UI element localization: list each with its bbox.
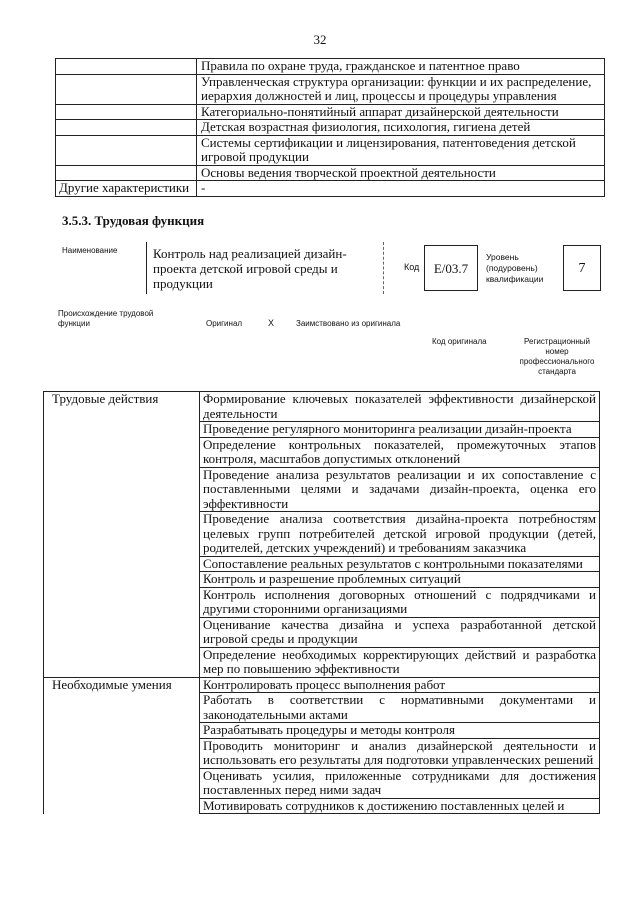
table-cell-left <box>56 59 197 75</box>
required-skill: Мотивировать сотрудников к достижению поставленных целей и <box>200 798 600 814</box>
labor-action: Проведение регулярного мониторинга реализации дизайн-проекта <box>200 422 600 438</box>
table-cell-left <box>56 120 197 136</box>
labor-function-table <box>43 391 600 814</box>
origin-original: Оригинал <box>206 319 243 328</box>
table-cell-left <box>56 135 197 165</box>
origin-original-mark: X <box>268 318 275 328</box>
required-skill: Разрабатывать процедуры и методы контроля <box>200 723 600 739</box>
labor-action: Формирование ключевых показателей эффективности дизайнерской деятельности <box>200 392 600 422</box>
qualification-level-value: 7 <box>563 245 601 291</box>
other-characteristics-value: - <box>197 181 605 197</box>
required-skills-label: Необходимые умения <box>44 677 200 693</box>
page-number: 32 <box>313 32 327 47</box>
table-cell-text: Системы сертификации и лицензирования, патентоведения детской игровой продукции <box>197 135 605 165</box>
labor-action: Сопоставление реальных результатов с контрольными показателями <box>200 556 600 572</box>
labor-actions-label: Трудовые действия <box>44 392 200 422</box>
required-skill: Работать в соответствии с нормативными документами и законодательными актами <box>200 693 600 723</box>
origin-label: Происхождение трудовой функции <box>58 309 154 328</box>
labor-action: Контроль исполнения договорных отношений с подрядчиками и другими сторонними организациями <box>200 587 600 617</box>
table-cell-text: Основы ведения творческой проектной деятельности <box>197 165 605 181</box>
labor-action: Оценивание качества дизайна и успеха разработанной детской игровой среды и продукции <box>200 617 600 647</box>
qualification-level-label: Уровень (подуровень) квалификации <box>486 252 544 284</box>
table-cell-left <box>44 738 200 768</box>
required-skill: Контролировать процесс выполнения работ <box>200 677 600 693</box>
table-cell-left <box>44 723 200 739</box>
table-cell-text: Управленческая структура организации: функции и их распределение, иерархия должностей и лиц, процессы и процедуры управления <box>197 74 605 104</box>
other-characteristics-label: Другие характеристики <box>56 181 197 197</box>
table-cell-left <box>44 467 200 512</box>
labor-action: Контроль и разрешение проблемных ситуаций <box>200 572 600 588</box>
labor-action: Проведение анализа результатов реализации и их сопоставление с поставленными целями и задачами дизайн-проекта, оценка его эффективности <box>200 467 600 512</box>
section-title: 3.5.3. Трудовая функция <box>62 213 205 228</box>
table-cell-left <box>44 587 200 617</box>
table-cell-left <box>44 617 200 647</box>
table-cell-left <box>56 74 197 104</box>
required-skill: Проводить мониторинг и анализ дизайнерской деятельности и использовать его результаты для подготовки управленческих решений <box>200 738 600 768</box>
table-cell-text: Детская возрастная физиология, психология, гигиена детей <box>197 120 605 136</box>
labor-action: Проведение анализа соответствия дизайна-проекта потребностям целевых групп потребителей детской игровой продукции (детей, родителей, детских учреждений) и требованиям заказчика <box>200 512 600 557</box>
table-cell-left <box>44 556 200 572</box>
table-cell-left <box>44 798 200 814</box>
table-cell-left <box>56 165 197 181</box>
table-cell-text: Правила по охране труда, гражданское и патентное право <box>197 59 605 75</box>
table-cell-left <box>44 693 200 723</box>
name-label: Наименование <box>62 246 118 255</box>
function-name: Контроль над реализацией дизайн-проекта детской игровой среды и продукции <box>146 242 384 294</box>
origin-borrowed: Заимствовано из оригинала <box>296 319 401 328</box>
registration-number-label: Регистрационный номер профессионального стандарта <box>519 337 595 376</box>
labor-action: Определение контрольных показателей, промежуточных этапов контроля, масштабов допустимых отклонений <box>200 437 600 467</box>
function-code: E/03.7 <box>424 245 478 291</box>
knowledge-table <box>55 58 605 197</box>
table-cell-left <box>44 437 200 467</box>
table-cell-left <box>56 104 197 120</box>
required-skill: Оценивать усилия, приложенные сотрудниками для достижения поставленных перед ними задач <box>200 768 600 798</box>
table-cell-left <box>44 647 200 677</box>
table-cell-left <box>44 512 200 557</box>
table-cell-left <box>44 422 200 438</box>
original-code-label: Код оригинала <box>432 337 487 346</box>
table-cell-left <box>44 768 200 798</box>
table-cell-left <box>44 572 200 588</box>
code-label: Код <box>404 262 420 272</box>
table-cell-text: Категориально-понятийный аппарат дизайнерской деятельности <box>197 104 605 120</box>
labor-action: Определение необходимых корректирующих действий и разработка мер по повышению эффективности <box>200 647 600 677</box>
